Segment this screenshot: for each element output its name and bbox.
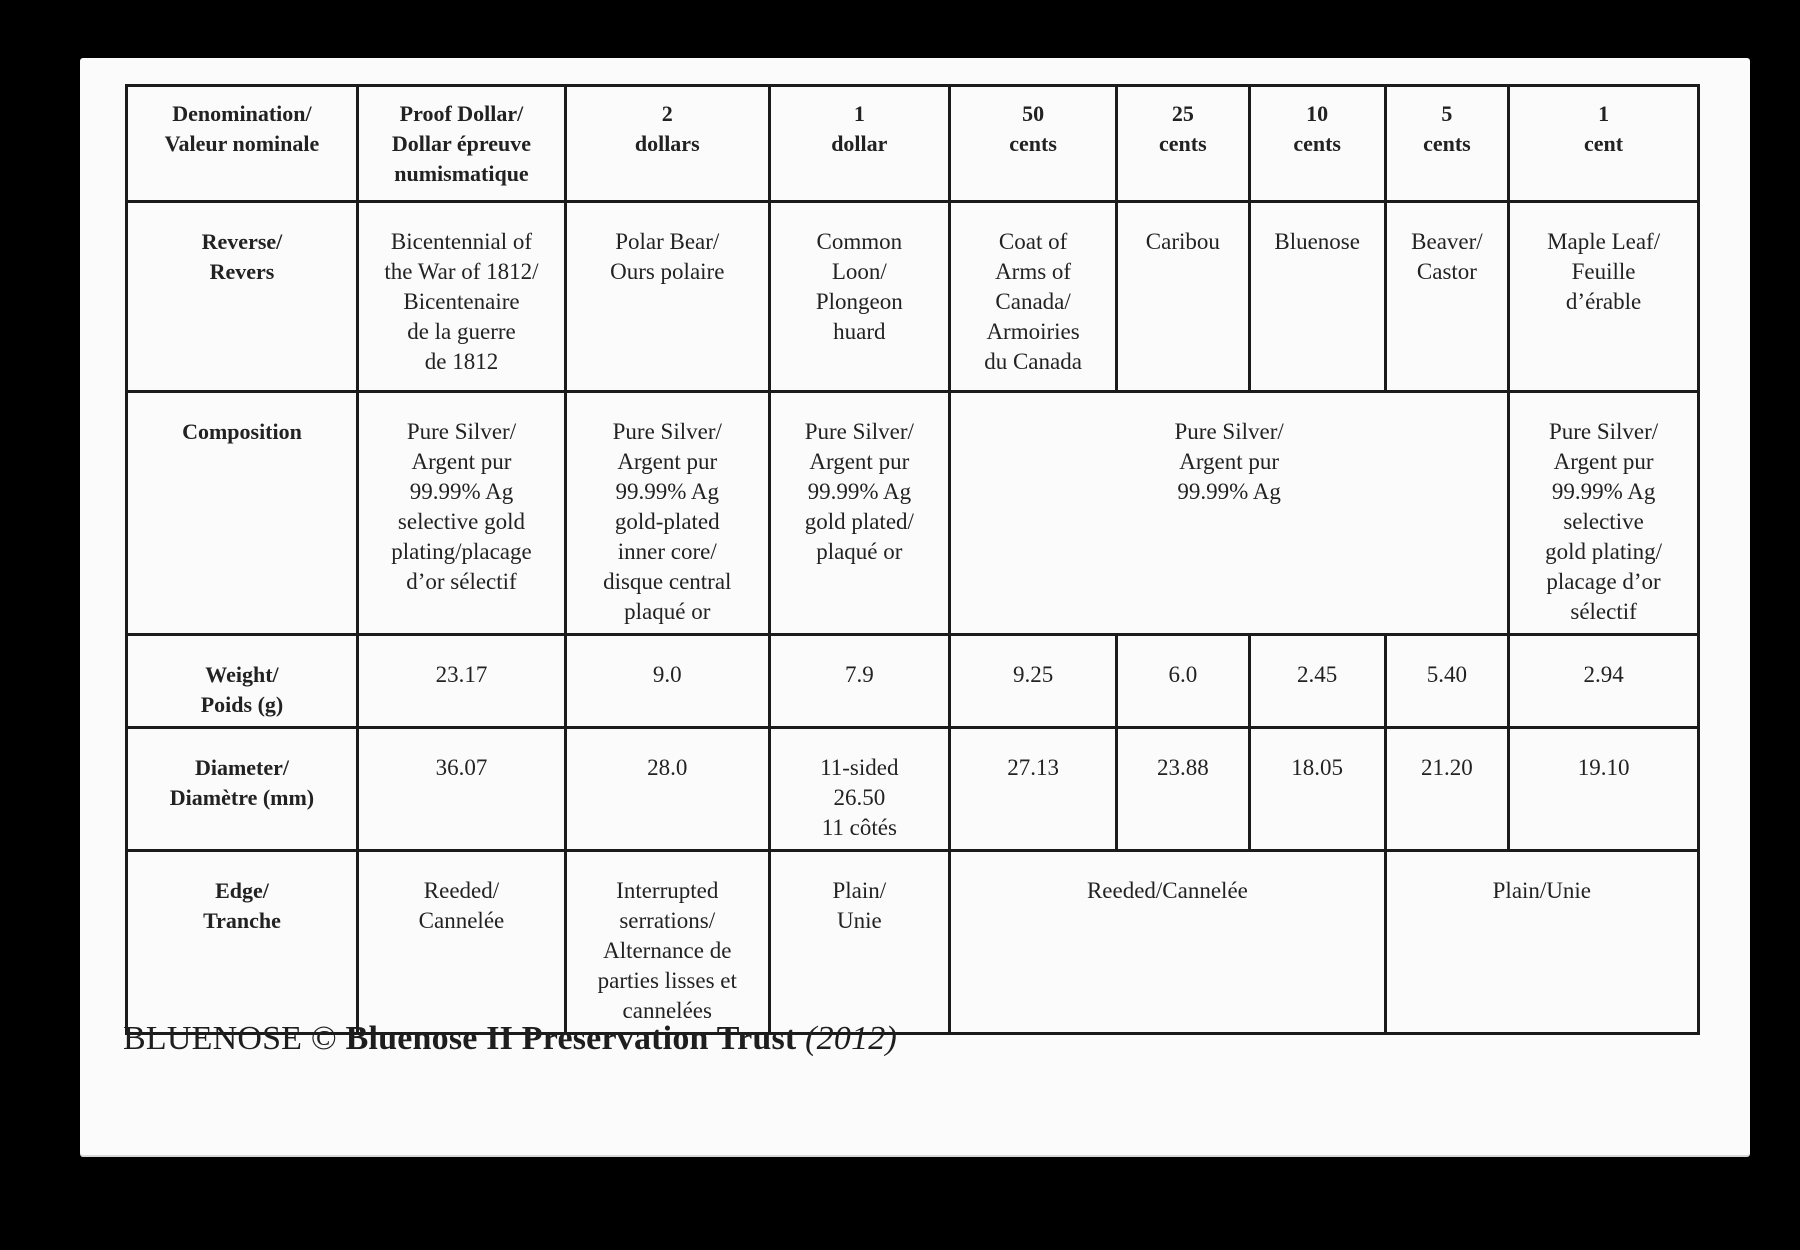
row-label-edge: Edge/ Tranche <box>127 851 358 1034</box>
cell-diameter-50-cents: 27.13 <box>950 728 1117 851</box>
specification-table <box>125 84 1700 1035</box>
cell-diameter-proof-dollar: 36.07 <box>357 728 565 851</box>
cell-denomination-1-cent: 1 cent <box>1509 86 1699 202</box>
cell-denomination-5-cents: 5 cents <box>1385 86 1508 202</box>
cell-weight-2-dollars: 9.0 <box>566 635 770 728</box>
cell-weight-1-dollar: 7.9 <box>769 635 950 728</box>
row-label-composition: Composition <box>127 392 358 635</box>
cell-weight-10-cents: 2.45 <box>1249 635 1385 728</box>
table-row-diameter <box>127 728 1699 851</box>
cell-weight-proof-dollar: 23.17 <box>357 635 565 728</box>
cell-reverse-proof-dollar: Bicentennial of the War of 1812/ Bicentenaire de la guerre de 1812 <box>357 202 565 392</box>
cell-edge-1-dollar: Plain/ Unie <box>769 851 950 1034</box>
cell-composition-50-to-5-cents: Pure Silver/ Argent pur 99.99% Ag <box>950 392 1509 635</box>
cell-reverse-1-dollar: Common Loon/ Plongeon huard <box>769 202 950 392</box>
cell-weight-1-cent: 2.94 <box>1509 635 1699 728</box>
cell-edge-50-to-10-cents: Reeded/Cannelée <box>950 851 1386 1034</box>
row-label-diameter: Diameter/ Diamètre (mm) <box>127 728 358 851</box>
row-label-weight: Weight/ Poids (g) <box>127 635 358 728</box>
cell-edge-2-dollars: Interrupted serrations/ Alternance de parties lisses et cannelées <box>566 851 770 1034</box>
cell-diameter-10-cents: 18.05 <box>1249 728 1385 851</box>
row-label-denomination: Denomination/ Valeur nominale <box>127 86 358 202</box>
table-row-edge <box>127 851 1699 1034</box>
cell-composition-1-dollar: Pure Silver/ Argent pur 99.99% Ag gold plated/ plaqué or <box>769 392 950 635</box>
cell-denomination-50-cents: 50 cents <box>950 86 1117 202</box>
cell-weight-5-cents: 5.40 <box>1385 635 1508 728</box>
cell-composition-proof-dollar: Pure Silver/ Argent pur 99.99% Ag selective gold plating/placage d’or sélectif <box>357 392 565 635</box>
cell-diameter-1-dollar: 11-sided 26.50 11 côtés <box>769 728 950 851</box>
cell-edge-5-to-1-cents: Plain/Unie <box>1385 851 1698 1034</box>
cell-reverse-5-cents: Beaver/ Castor <box>1385 202 1508 392</box>
table-row-reverse <box>127 202 1699 392</box>
cell-weight-50-cents: 9.25 <box>950 635 1117 728</box>
copyright-credit-line <box>123 1020 897 1058</box>
cell-diameter-2-dollars: 28.0 <box>566 728 770 851</box>
table-row-composition <box>127 392 1699 635</box>
row-label-reverse: Reverse/ Revers <box>127 202 358 392</box>
cell-denomination-10-cents: 10 cents <box>1249 86 1385 202</box>
cell-diameter-25-cents: 23.88 <box>1117 728 1250 851</box>
cell-denomination-2-dollars: 2 dollars <box>566 86 770 202</box>
credit-year: (2012) <box>805 1020 897 1057</box>
cell-denomination-1-dollar: 1 dollar <box>769 86 950 202</box>
cell-reverse-25-cents: Caribou <box>1117 202 1250 392</box>
cell-composition-1-cent: Pure Silver/ Argent pur 99.99% Ag selective gold plating/ placage d’or sélectif <box>1509 392 1699 635</box>
coin-set-specification-card <box>80 58 1750 1155</box>
cell-diameter-1-cent: 19.10 <box>1509 728 1699 851</box>
cell-diameter-5-cents: 21.20 <box>1385 728 1508 851</box>
cell-reverse-1-cent: Maple Leaf/ Feuille d’érable <box>1509 202 1699 392</box>
credit-owner: Bluenose II Preservation Trust <box>345 1020 797 1057</box>
cell-weight-25-cents: 6.0 <box>1117 635 1250 728</box>
cell-denomination-25-cents: 25 cents <box>1117 86 1250 202</box>
cell-edge-proof-dollar: Reeded/ Cannelée <box>357 851 565 1034</box>
cell-reverse-50-cents: Coat of Arms of Canada/ Armoiries du Canada <box>950 202 1117 392</box>
cell-composition-2-dollars: Pure Silver/ Argent pur 99.99% Ag gold-plated inner core/ disque central plaqué or <box>566 392 770 635</box>
cell-reverse-10-cents: Bluenose <box>1249 202 1385 392</box>
table-row-weight <box>127 635 1699 728</box>
credit-prefix: BLUENOSE © <box>123 1020 346 1057</box>
cell-denomination-proof-dollar: Proof Dollar/ Dollar épreuve numismatique <box>357 86 565 202</box>
table-row-denomination <box>127 86 1699 202</box>
cell-reverse-2-dollars: Polar Bear/ Ours polaire <box>566 202 770 392</box>
